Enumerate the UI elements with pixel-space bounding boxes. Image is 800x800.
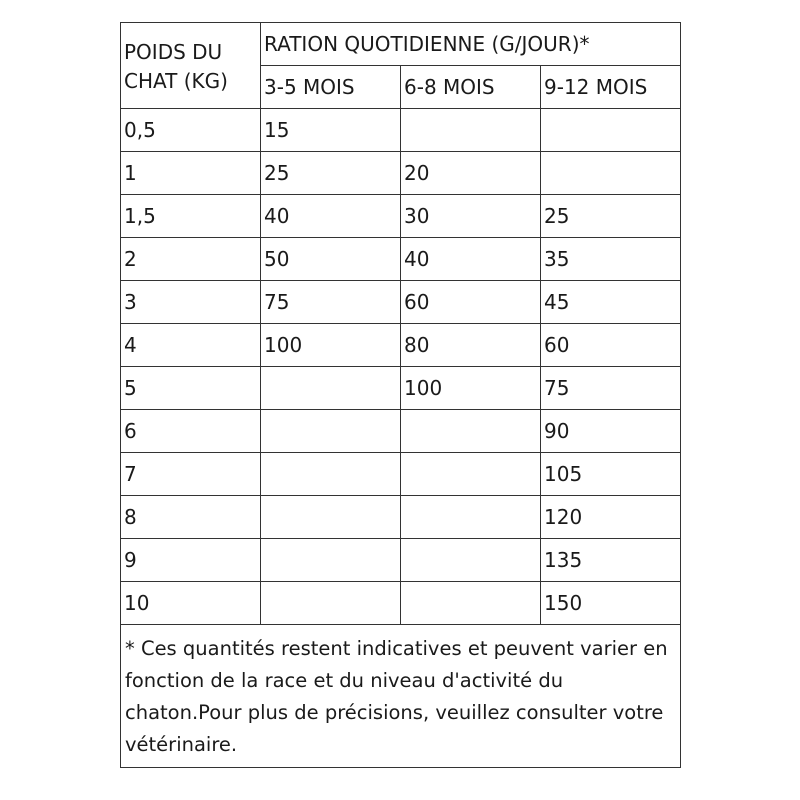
age-column-header-6-8: 6-8 MOIS: [401, 66, 541, 109]
ration-6-8-cell: [401, 410, 541, 453]
ration-6-8-cell: [401, 109, 541, 152]
table-row: [121, 496, 681, 539]
ration-6-8-cell: [401, 496, 541, 539]
ration-table: [120, 22, 681, 768]
table-row: [121, 195, 681, 238]
header-row-1: [121, 23, 681, 66]
ration-9-12-cell: [541, 109, 681, 152]
ration-3-5-cell: 40: [261, 195, 401, 238]
ration-3-5-cell: 75: [261, 281, 401, 324]
weight-cell: 2: [121, 238, 261, 281]
ration-9-12-cell: 150: [541, 582, 681, 625]
ration-3-5-cell: 50: [261, 238, 401, 281]
ration-column-header: RATION QUOTIDIENNE (G/JOUR)*: [261, 23, 681, 66]
ration-3-5-cell: 25: [261, 152, 401, 195]
weight-cell: 9: [121, 539, 261, 582]
footnote: * Ces quantités restent indicatives et peuvent varier en fonction de la race et du niveau d'activité du chaton.Pour plus de précisions, veuillez consulter votre vétérinaire.: [121, 625, 681, 768]
ration-6-8-cell: 30: [401, 195, 541, 238]
weight-cell: 10: [121, 582, 261, 625]
weight-cell: 6: [121, 410, 261, 453]
weight-cell: 3: [121, 281, 261, 324]
ration-3-5-cell: [261, 496, 401, 539]
ration-6-8-cell: [401, 453, 541, 496]
ration-6-8-cell: 20: [401, 152, 541, 195]
ration-6-8-cell: 100: [401, 367, 541, 410]
footnote-row: [121, 625, 681, 768]
ration-9-12-cell: [541, 152, 681, 195]
ration-3-5-cell: 100: [261, 324, 401, 367]
table-row: [121, 152, 681, 195]
table-row: [121, 582, 681, 625]
table-row: [121, 238, 681, 281]
ration-9-12-cell: 135: [541, 539, 681, 582]
ration-9-12-cell: 90: [541, 410, 681, 453]
table-row: [121, 109, 681, 152]
weight-column-header: POIDS DU CHAT (KG): [121, 23, 261, 109]
ration-9-12-cell: 35: [541, 238, 681, 281]
table-row: [121, 281, 681, 324]
weight-cell: 1,5: [121, 195, 261, 238]
table-row: [121, 324, 681, 367]
age-column-header-9-12: 9-12 MOIS: [541, 66, 681, 109]
ration-6-8-cell: 40: [401, 238, 541, 281]
table-row: [121, 367, 681, 410]
ration-9-12-cell: 120: [541, 496, 681, 539]
age-column-header-3-5: 3-5 MOIS: [261, 66, 401, 109]
ration-9-12-cell: 105: [541, 453, 681, 496]
ration-9-12-cell: 60: [541, 324, 681, 367]
ration-3-5-cell: [261, 539, 401, 582]
ration-6-8-cell: [401, 582, 541, 625]
ration-6-8-cell: 80: [401, 324, 541, 367]
ration-3-5-cell: [261, 410, 401, 453]
ration-9-12-cell: 25: [541, 195, 681, 238]
ration-3-5-cell: [261, 453, 401, 496]
ration-3-5-cell: 15: [261, 109, 401, 152]
ration-3-5-cell: [261, 582, 401, 625]
table-row: [121, 539, 681, 582]
weight-cell: 1: [121, 152, 261, 195]
ration-9-12-cell: 75: [541, 367, 681, 410]
weight-cell: 0,5: [121, 109, 261, 152]
ration-6-8-cell: 60: [401, 281, 541, 324]
weight-cell: 7: [121, 453, 261, 496]
table-row: [121, 453, 681, 496]
weight-cell: 8: [121, 496, 261, 539]
ration-9-12-cell: 45: [541, 281, 681, 324]
table-row: [121, 410, 681, 453]
weight-cell: 4: [121, 324, 261, 367]
ration-3-5-cell: [261, 367, 401, 410]
table-body: [121, 109, 681, 625]
weight-cell: 5: [121, 367, 261, 410]
ration-6-8-cell: [401, 539, 541, 582]
